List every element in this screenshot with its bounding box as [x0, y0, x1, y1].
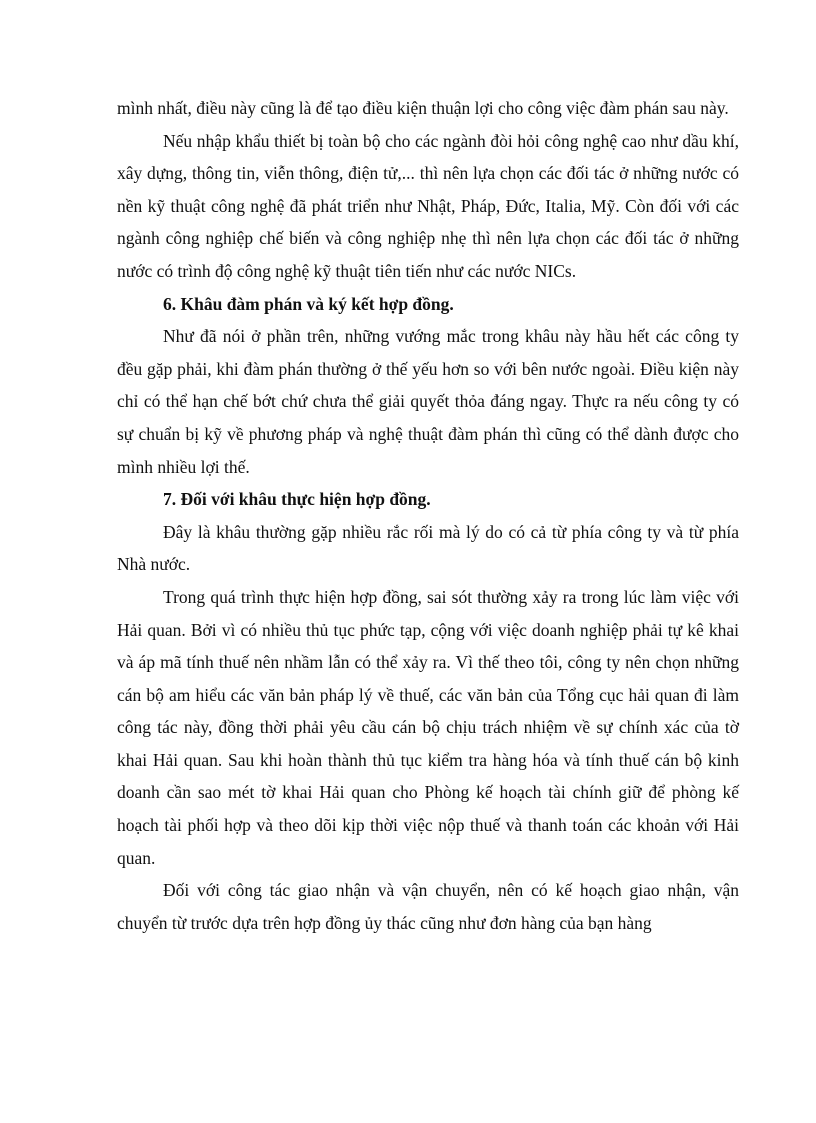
paragraph-continuation: mình nhất, điều này cũng là để tạo điều kiện thuận lợi cho công việc đàm phán sau này.: [117, 98, 729, 118]
heading-contract-execution: 7. Đối với khâu thực hiện hợp đồng.: [163, 489, 431, 510]
paragraph-customs: Trong quá trình thực hiện hợp đồng, sai sót thường xảy ra trong lúc làm việc với Hải quan. Bởi vì có nhiều thủ tục phức tạp, cộng với việc doanh nghiệp phải tự kê khai và áp mã tính thuế nên nhầm lẫn có thể xảy ra. Vì thế theo tôi, công ty nên chọn những cán bộ am hiểu các văn bản pháp lý về thuế, các văn bản của Tổng cục hải quan đi làm công tác này, đồng thời phải yêu cầu cán bộ chịu trách nhiệm về sự chính xác của tờ khai Hải quan. Sau khi hoàn thành thủ tục kiểm tra hàng hóa và tính thuế cán bộ kinh doanh cần sao mét tờ khai Hải quan cho Phòng kế hoạch tài chính giữ để phòng kế hoạch tài phối hợp và theo dõi kịp thời việc nộp thuế và thanh toán các khoản với Hải quan.: [117, 586, 739, 868]
document-body: [117, 92, 739, 939]
paragraph-equipment-import: Nếu nhập khẩu thiết bị toàn bộ cho các ngành đòi hỏi công nghệ cao như dầu khí, xây dựng, thông tin, viễn thông, điện tử,... thì nên lựa chọn các đối tác ở những nước có nền kỹ thuật công nghệ đã phát triển như Nhật, Pháp, Đức, Italia, Mỹ. Còn đối với các ngành công nghiệp chế biến và công nghiệp nhẹ thì nên lựa chọn các đối tác ở những nước có trình độ công nghệ kỹ thuật tiên tiến như các nước NICs.: [117, 130, 739, 281]
paragraph-delivery: Đối với công tác giao nhận và vận chuyển, nên có kế hoạch giao nhận, vận chuyển từ trước dựa trên hợp đồng ủy thác cũng như đơn hàng của bạn hàng: [117, 880, 739, 933]
paragraph-execution-intro: Đây là khâu thường gặp nhiều rắc rối mà lý do có cả từ phía công ty và từ phía Nhà nước.: [117, 521, 739, 575]
paragraph-negotiation: Như đã nói ở phần trên, những vướng mắc trong khâu này hầu hết các công ty đều gặp phải, khi đàm phán thường ở thế yếu hơn so với bên nước ngoài. Điều kiện này chỉ có thể hạn chế bớt chứ chưa thể giải quyết thỏa đáng ngay. Thực ra nếu công ty có sự chuẩn bị kỹ về phương pháp và nghệ thuật đàm phán thì cũng có thể dành được cho mình nhiều lợi thế.: [117, 326, 739, 477]
heading-negotiation: 6. Khâu đàm phán và ký kết hợp đồng.: [163, 293, 454, 314]
